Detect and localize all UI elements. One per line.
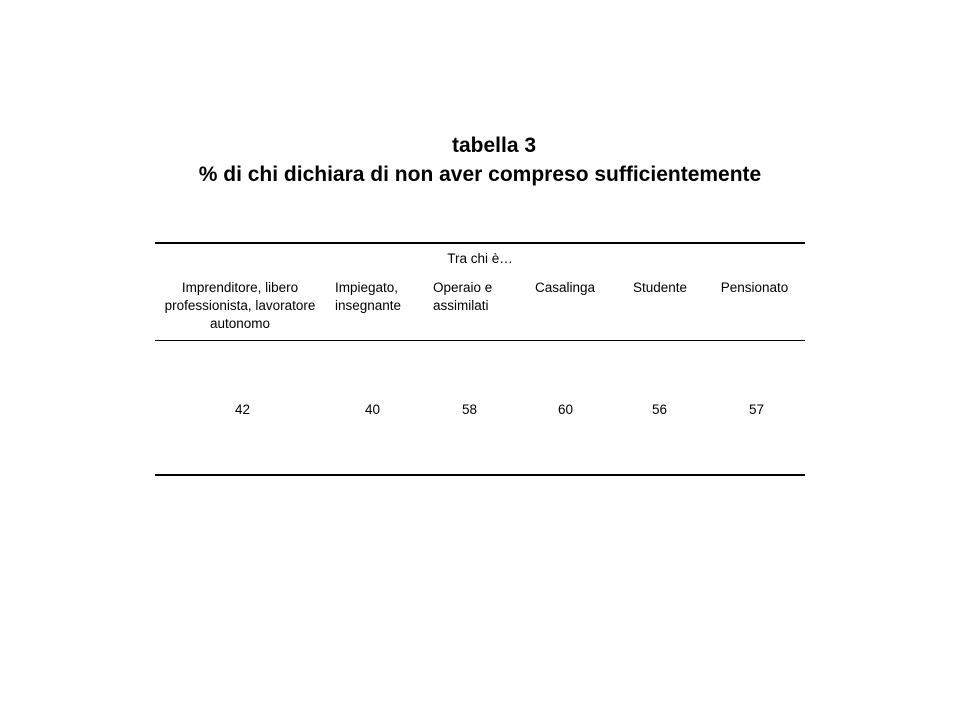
cell-impiegato: 40 — [364, 402, 380, 417]
cell-casalinga: 60 — [557, 402, 573, 417]
column-header-studente: Studente — [632, 280, 688, 295]
cell-pensionato: 57 — [748, 402, 764, 417]
title-line-2: % di chi dichiara di non aver compreso sufficientemente — [198, 163, 762, 186]
column-header-impiegato: Impiegato, insegnante — [335, 280, 402, 313]
column-header-operaio: Operaio e assimilati — [433, 280, 493, 313]
title-line-1: tabella 3 — [451, 134, 537, 157]
cell-studente: 56 — [651, 402, 667, 417]
column-header-pensionato: Pensionato — [720, 280, 789, 295]
cell-operaio: 58 — [461, 402, 477, 417]
column-header-casalinga: Casalinga — [534, 280, 596, 295]
header-rule — [155, 340, 805, 341]
group-header: Tra chi è… — [447, 251, 513, 266]
top-rule — [155, 242, 805, 244]
cell-imprenditore: 42 — [234, 402, 250, 417]
table-title — [0, 131, 960, 189]
column-header-imprenditore: Imprenditore, libero professionista, lavoratore autonomo — [164, 280, 316, 331]
bottom-rule — [155, 474, 805, 476]
